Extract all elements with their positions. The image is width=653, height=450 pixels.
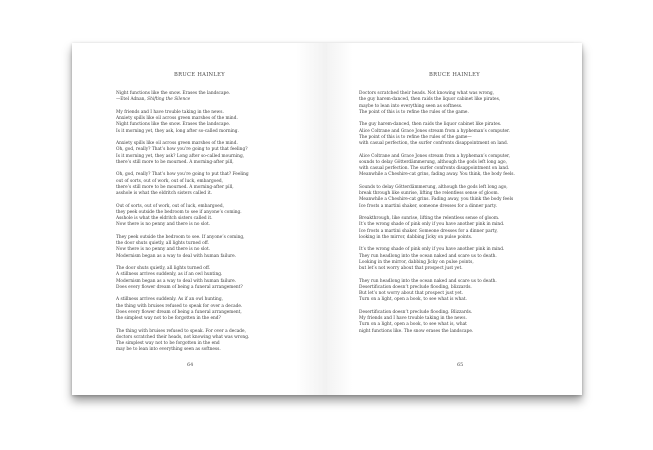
poem-line: Sounds to delay Götterdämmerung, although the gods left long ago,	[359, 184, 508, 190]
poem-line: Is it morning yet, they ask? Long after so-called mourning,	[116, 153, 245, 159]
poem-line: The guy harem-danced, then raids the liquor cabinet like pirates.	[359, 122, 502, 128]
epigraph-line: Night functions like the snow. Erases the landscape.	[116, 91, 231, 96]
poem-line: Desertification doesn’t preclude flooding. Blizzards.	[359, 309, 473, 315]
stanza	[116, 204, 306, 229]
poem-line: Asshole is what the eldritch sisters called it.	[116, 216, 213, 221]
attribution-title: Shifting the Silence	[147, 97, 191, 103]
poem-line: Anxiety spills like oil across green marshes of the mind.	[116, 116, 238, 121]
poem-line: Ice frosts a martini shaker. Someone dresses for a dinner party,	[359, 228, 498, 234]
poem-line: the simplest way not to be forgotten in the end?	[116, 316, 221, 321]
left-page	[72, 43, 328, 395]
poem-line: Now there is no penny and there is no slot.	[116, 222, 211, 228]
poem-line: My friends and I have trouble taking in the news.	[116, 109, 224, 115]
poem-line: They run headlong into the ocean naked and scare us to death.	[359, 278, 497, 284]
attribution-dash: —	[116, 97, 121, 103]
poem-line: Night functions like the snow. Erases the landscape.	[116, 122, 231, 128]
poem-line: with casual perfection, the surfer confronts disappointment on land.	[359, 141, 509, 146]
page-number-left: 64	[187, 362, 194, 368]
poem-line: Does every flower dream of being a funeral arrangement,	[116, 309, 242, 315]
poem-line: Meanwhile a Cheshire-cat grins. Fading away, you think the body feels	[359, 197, 514, 203]
stanza	[116, 235, 306, 260]
stanza	[116, 110, 306, 135]
stanza	[116, 266, 306, 291]
stanza	[359, 279, 555, 304]
poem-line: out of sorts, out of work, out of luck, embargoed,	[116, 178, 223, 184]
stanza	[359, 247, 555, 272]
stanza	[359, 122, 555, 147]
poem-line: Looking in the mirror, dabbing Jicky on pulse points,	[359, 259, 474, 265]
poem-line: The point of this is to refine the rules of the game—	[359, 134, 472, 140]
poem-line: Alice Coltrane and Grace Jones stream from a hypheman’s computer.	[359, 128, 510, 134]
poem-line: They peek outside the bedroom to see. If anyone’s coming,	[116, 234, 245, 240]
poem-line: there’s still more to be mourned. A morning-after pill,	[116, 159, 234, 165]
poem-line: sounds to delay Götterdämmerung, although the gods left long ago,	[359, 159, 507, 165]
poem-line: But let’s not worry about that prospect just yet.	[359, 291, 463, 296]
left-page-body	[116, 91, 306, 360]
poem-line: Turn on a light, open a book, to see what is, what	[359, 322, 467, 328]
poem-line: but let’s not worry about that prospect just yet.	[359, 266, 463, 271]
poem-line: maybe to lean into everything seen as softness.	[359, 103, 463, 109]
poem-line: the thing with bruises refused to speak for over a decade.	[116, 303, 243, 309]
right-page-body	[359, 91, 555, 341]
poem-line: with casual perfection. The surfer confronts disappointment on land.	[359, 166, 510, 171]
poem-line: night functions like. The snow erases the landscape.	[359, 328, 474, 334]
poem-line: break through like sunrise, lifting the relentless sense of gloom.	[359, 191, 499, 196]
poem-line: Anxiety spills like oil across green marshes of the mind.	[116, 141, 238, 146]
poem-line: they peek outside the bedroom to see if anyone’s coming.	[116, 209, 242, 215]
poem-line: Oh, god, really? That’s how you’re going to put that feeling?	[116, 147, 248, 153]
poem-line: Does every flower dream of being a funeral arrangement?	[116, 284, 243, 290]
poem-line: Is it morning yet, they ask, long after so-called morning.	[116, 128, 239, 134]
book-spread	[72, 43, 582, 395]
poem-line: Desertification doesn’t preclude flooding, blizzards.	[359, 284, 472, 290]
stanza	[116, 329, 306, 354]
page-number-right: 65	[457, 362, 464, 368]
poem-line: there’s still more to be mourned. A morning-after pill,	[116, 184, 234, 190]
epigraph-attribution	[116, 97, 306, 103]
stanza	[359, 154, 555, 179]
poem-line: The thing with bruises refused to speak. For over a decade,	[116, 328, 246, 334]
running-head-left: BRUCE HAINLEY	[174, 72, 225, 78]
poem-line: They run headlong into the ocean naked and scare us to death.	[359, 253, 497, 259]
poem-line: Alice Coltrane and Grace Jones stream from a hypheman’s computer,	[359, 153, 510, 159]
poem-line: the door shuts quietly, all lights turned off.	[116, 241, 209, 246]
stanza	[359, 216, 555, 241]
poem-line: Now there is no penny and there is no slot.	[116, 247, 211, 253]
poem-line: Out of sorts, out of work, out of luck, embargoed,	[116, 203, 224, 209]
poem-line: Meanwhile a Cheshire-cat grins, fading away. You think, the body feels.	[359, 172, 515, 178]
poem-line: may be to lean into everything seen as softness.	[116, 347, 221, 353]
poem-line: The door shuts quietly, all lights turned off.	[116, 266, 211, 271]
poem-line: the guy harem-danced, then raids the liquor cabinet like pirates,	[359, 97, 501, 103]
poem-line: Breakthrough, like sunrise, lifting the relentless sense of gloom.	[359, 216, 500, 221]
poem-line: asshole is what the eldritch sisters called it.	[116, 191, 212, 196]
epigraph	[116, 91, 306, 104]
poem-line: The simplest way not to be forgotten in the end	[116, 341, 220, 346]
stanza	[116, 141, 306, 166]
attribution-name: Etel Adnan,	[120, 97, 148, 103]
poem-line: My friends and I have trouble taking in the news.	[359, 316, 467, 321]
right-page	[327, 43, 582, 395]
poem-line: Modernism began as a way to deal with human failure.	[116, 253, 237, 259]
stanza	[116, 172, 306, 197]
poem-line: It’s the wrong shade of pink only if you have another pink in mind.	[359, 247, 505, 253]
poem-line: doctors scratched their heads, not knowing what was wrong.	[116, 334, 250, 340]
poem-line: Turn on a light, open a book, to see what is what.	[359, 297, 467, 303]
poem-line: Modernism began as a way to deal with human failure.	[116, 278, 237, 284]
poem-line: Ice frosts a martini shaker, someone dresses for a dinner party.	[359, 203, 497, 209]
poem-line: Oh, god, really? That’s how you’re going to put that? Feeling	[116, 172, 249, 178]
stanza	[359, 185, 555, 210]
poem-line: A stillness arrives suddenly, as if an owl hunting.	[116, 272, 223, 278]
poem-line: A stillness arrives suddenly. As if an owl hunting,	[116, 297, 223, 303]
stanza	[359, 310, 555, 335]
poem-line: The point of this is to refine the rules of the game.	[359, 109, 469, 115]
stanza	[359, 91, 555, 116]
poem-line: It’s the wrong shade of pink only if you have another pink in mind.	[359, 222, 505, 228]
poem-line: Doctors scratched their heads. Not knowing what was wrong,	[359, 91, 495, 96]
poem-line: looking in the mirror, dabbing Jicky on pulse points.	[359, 234, 473, 240]
running-head-right: BRUCE HAINLEY	[429, 72, 480, 78]
stanza	[116, 297, 306, 322]
